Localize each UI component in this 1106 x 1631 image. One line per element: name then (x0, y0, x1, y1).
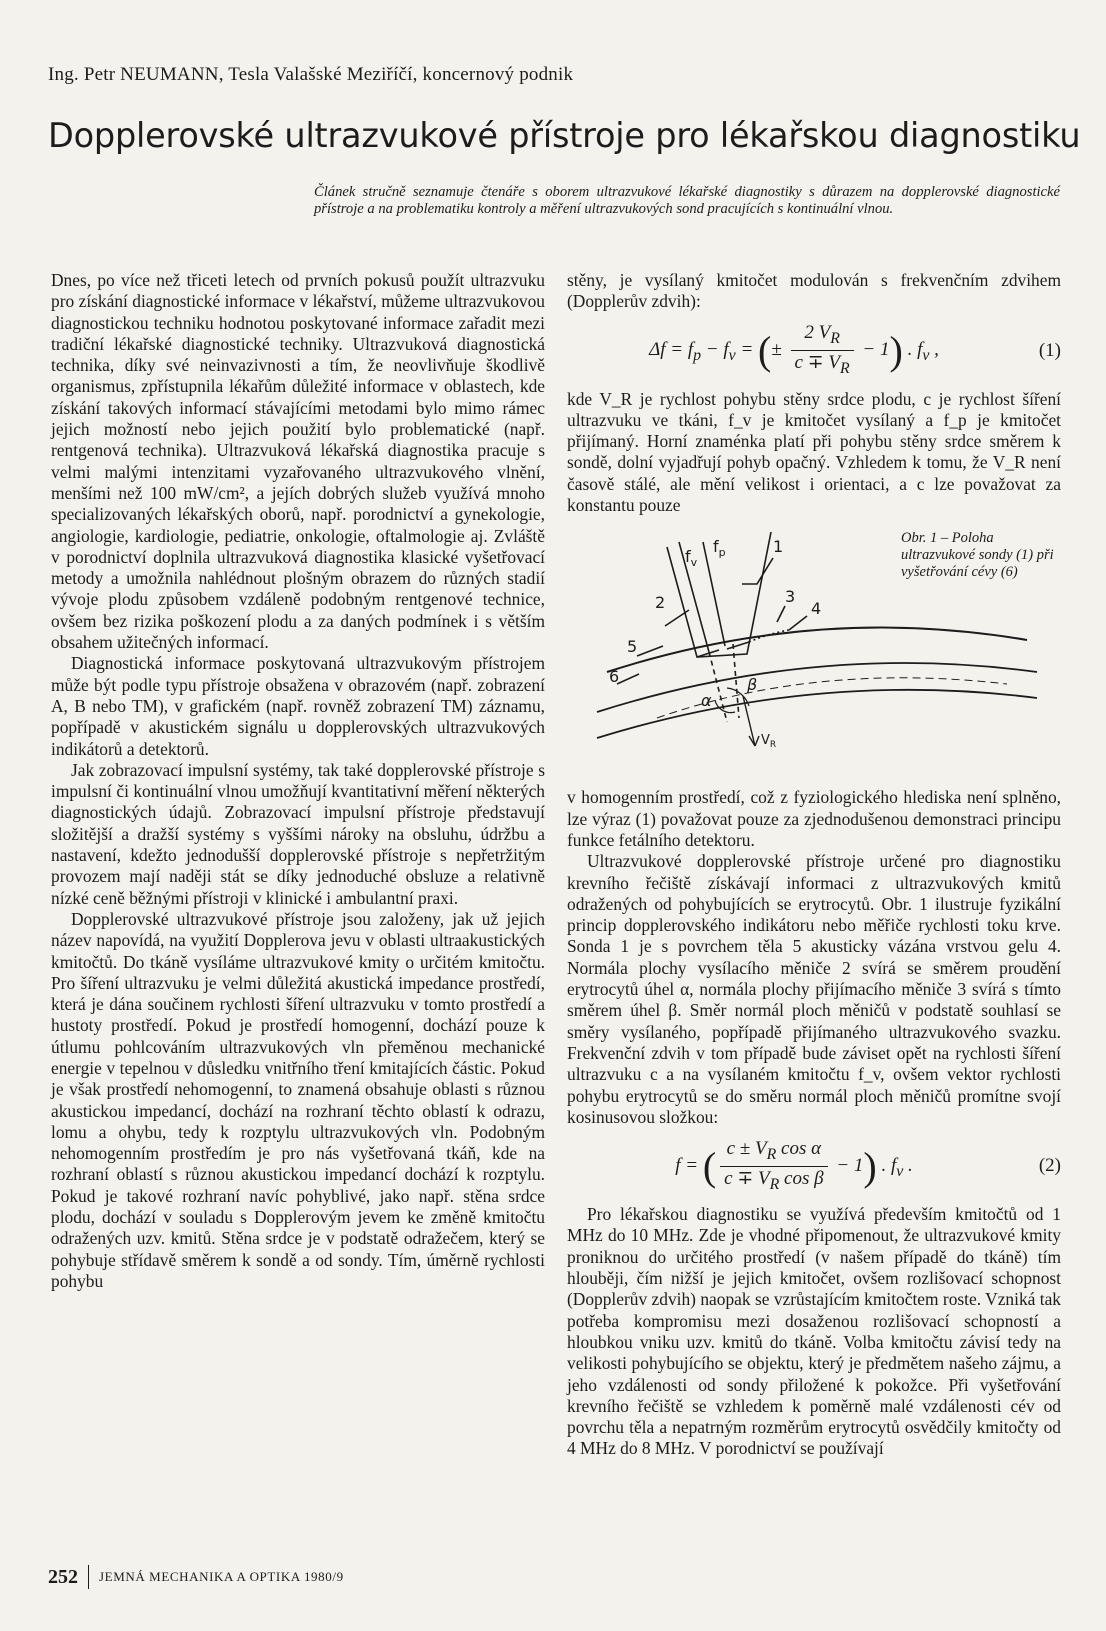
label-1: 1 (773, 537, 784, 557)
label-alpha: α (701, 691, 712, 711)
left-column (51, 270, 545, 1292)
label-beta: β (747, 675, 758, 695)
paragraph: Pro lékařskou diagnostiku se využívá především kmitočtů od 1 MHz do 10 MHz. Zde je vhodné připomenout, že ultrazvukové kmity proniknou do určitého prostředí (v našem případě do tkáně) tím hlouběji, čím nižší je jejich kmitočet, ovšem rozlišovací schopnost (Dopplerův zdvih) naopak se vzrůstajícím kmitočtem roste. Vzniká tak potřeba kompromisu mezi dosaženou rozlišovací schopností a hloubkou vniku uzv. kmitů do tkáně. Volba kmitočtu závisí tedy na velikosti pohybujícího se objektu, který je předmětem našeho zájmu, a jeho vzdálenosti od sondy přiložené k pokožce. Při vyšetřování krevního řečiště se vzhledem k poměrně malé vzdálenosti cév od povrchu těla a nepatrným rozměrům erytrocytů osvědčily kmitočty od 4 MHz do 8 MHz. V porodnictví se používají (567, 1204, 1061, 1459)
right-column (567, 270, 1061, 1460)
figure-caption: Obr. 1 – Poloha ultrazvukové sondy (1) při vyšetřování cévy (6) (901, 530, 1054, 581)
label-2: 2 (655, 593, 666, 613)
paragraph: stěny, je vysílaný kmitočet modulován s frekvenčním zdvihem (Dopplerův zdvih): (567, 270, 1061, 312)
paragraph: Jak zobrazovací impulsní systémy, tak také dopplerovské přístroje s impulsní či kontinuální vlnou umožňují kvantitativní měření některých diagnostických údajů. Zobrazovací impulsní přístroje představují složitější a dražší systémy s vyššími nároky na obsluhu, údržbu a nastavení, kdežto jednodušší dopplerovské přístroje s nepřetržitým provozem mají naději stát se díky jednoduché obsluze a relativně nízké ceně běžnými přístroji v klinické i ambulantní praxi. (51, 759, 545, 908)
byline: Ing. Petr NEUMANN, Tesla Valašské Meziříčí, koncernový podnik (48, 64, 574, 85)
page-footer (48, 1565, 548, 1589)
label-fv: $f_v$ (685, 547, 698, 570)
paragraph: kde V_R je rychlost pohybu stěny srdce plodu, c je rychlost šíření ultrazvuku ve tkáni, f_v je kmitočet vysílaný a f_p je kmitočet přijímaný. Horní znaménka platí při pohybu stěny srdce směrem k sondě, dolní vyjadřují pohyb opačný. Vzhledem k tomu, že V_R není časově stálé, ale mění velikost i orientaci, a c lze považovat za konstantu pouze (567, 388, 1061, 516)
paragraph: Dnes, po více než třiceti letech od prvních pokusů použít ultrazvuku pro získání diagnostické informace v lékařství, můžeme ultrazvukovou diagnostickou techniku hodnotou poskytované informace zařadit mezi tradiční lékařské diagnostické techniky. Ultrazvuková diagnostická technika, díky své neinvazivnosti a tím, že neovlivňuje škodlivě organismus, zpřístupnila lékařům důležité informace v oblastech, kde získání takových informací stávajícími metodami bylo mimo rámec jejich možností nebo jejich použití bylo problematické (např. rentgenová technika). Ultrazvuková lékařská diagnostika pracuje s velmi malými intenzitami vyzařovaného ultrazvukového vlnění, menšími než 100 mW/cm², a jejích dobrých služeb využívá mnoho specializovaných lékařských oborů, např. porodnictví a gynekologie, angiologie, kardiologie, pediatrie, onkologie, oftalmologie aj. Zvláště v porodnictví doplnila ultrazvuková diagnostika klasické vyšetřovací metody a umožnila nahlédnout plošným obrazem do různých stadií vývoje plodu způsobem vzdáleně podobným rentgenové technice, ovšem bez rizika poškození plodu a za daných podmínek i s větším obsahem užitečných informací. (51, 270, 545, 653)
equation-1: $\Delta f = f_p - f_v$ = (± $\frac{2 V_R}{c \mp V_R}$ − 1) . $f_v$ , (1) (649, 322, 1061, 377)
equation-number: (2) (1038, 1155, 1061, 1177)
abstract: Článek stručně seznamuje čtenáře s oborem ultrazvukové lékařské diagnostiky s důrazem na dopplerovské diagnostické přístroje a na problematiku kontroly a měření ultrazvukových sond pracujících s kontinuální vlnou. (314, 184, 1060, 217)
label-fp: $f_p$ (713, 537, 726, 560)
article-title: Dopplerovské ultrazvukové přístroje pro lékařskou diagnostiku (48, 116, 1081, 155)
label-6: 6 (609, 667, 620, 687)
equation-number: (1) (1038, 339, 1061, 361)
equation-2: f = ( $\frac{c \pm V_R \cos \alpha}{c \mp V_R \cos \beta}$ − 1) . $f_v$ . (2) (675, 1137, 1061, 1193)
label-5: 5 (627, 637, 638, 657)
figure-1 (567, 522, 1061, 777)
label-4: 4 (811, 599, 822, 619)
footer-divider (88, 1565, 89, 1589)
paragraph: Diagnostická informace poskytovaná ultrazvukovým přístrojem může být podle typu přístroje obsažena v obrazovém (např. zobrazení A, B nebo TM), v grafickém (např. rovněž zobrazení TM) záznamu, popřípadě v akustickém signálu u dopplerovských ultrazvukových indikátorů a detektorů. (51, 653, 545, 759)
paragraph: Ultrazvukové dopplerovské přístroje určené pro diagnostiku krevního řečiště získávají informaci z ultrazvukových kmitů odražených od pohybujících se erytrocytů. Obr. 1 ilustruje fyzikální princip dopplerovského indikátoru nebo měřiče rychlosti toku krve. Sonda 1 je s povrchem těla 5 akusticky vázána vrstvou gelu 4. Normála plochy vysílacího měniče 2 svírá se směrem proudění erytrocytů úhel α, normála plochy přijímacího měniče 3 svírá s tímto směrem úhel β. Směr normál ploch měničů v podstatě souhlasí se směry vysílaného, popřípadě přijímaného ultrazvukového svazku. Frekvenční zdvih v tom případě bude záviset opět na rychlosti šíření ultrazvuku c a na vysílaném kmitočtu f_v, ovšem vektor rychlosti pohybu erytrocytů se do směru normál ploch měničů promítne svojí kosinusovou složkou: (567, 851, 1061, 1127)
journal-name: JEMNÁ MECHANIKA A OPTIKA 1980/9 (99, 1569, 344, 1584)
paragraph: Dopplerovské ultrazvukové přístroje jsou založeny, jak už jejich název napovídá, na využití Dopplerova jevu v oblasti ultraakustických kmitočtů. Do tkáně vysíláme ultrazvukové kmity o určitém kmitočtu. Pro šíření ultrazvuku je velmi důležitá akustická impedance prostředí, která je dána součinem rychlosti šíření ultrazvuku v tomto prostředí a hustoty prostředí. Pokud je prostředí homogenní, dochází pouze k útlumu pohlcováním ultrazvukových vln přeměnou mechanické energie v tepelnou v důsledku vnitřního tření kmitajících částic. Pokud je však prostředí nehomogenní, to znamená obsahuje oblasti s různou akustickou impedancí, dochází na rozhraní těchto oblastí k odrazu, lomu a ohybu, tedy k rozptylu ultrazvukových vln. Podobným nehomogenním prostředím je pro nás vyšetřovaná tkáň, kde na rozhraní oblastí s různou akustickou impedancí dochází k rozptylu. Pokud je takové rozhraní navíc pohyblivé, jako např. stěna srdce plodu, dochází v souladu s Dopplerovým jevem ke změně kmitočtu odražených uzv. kmitů. Stěna srdce je v podstatě odražečem, který se pohybuje střídavě směrem k sondě a od sondy. Tím, úměrně rychlosti pohybu (51, 908, 545, 1291)
paragraph: v homogenním prostředí, což z fyziologického hlediska není splněno, lze výraz (1) považovat pouze za zjednodušenou demonstraci principu funkce fetálního detektoru. (567, 787, 1061, 850)
label-3: 3 (785, 587, 796, 607)
page-number: 252 (48, 1565, 78, 1588)
label-vr: $V_R$ (761, 733, 777, 751)
